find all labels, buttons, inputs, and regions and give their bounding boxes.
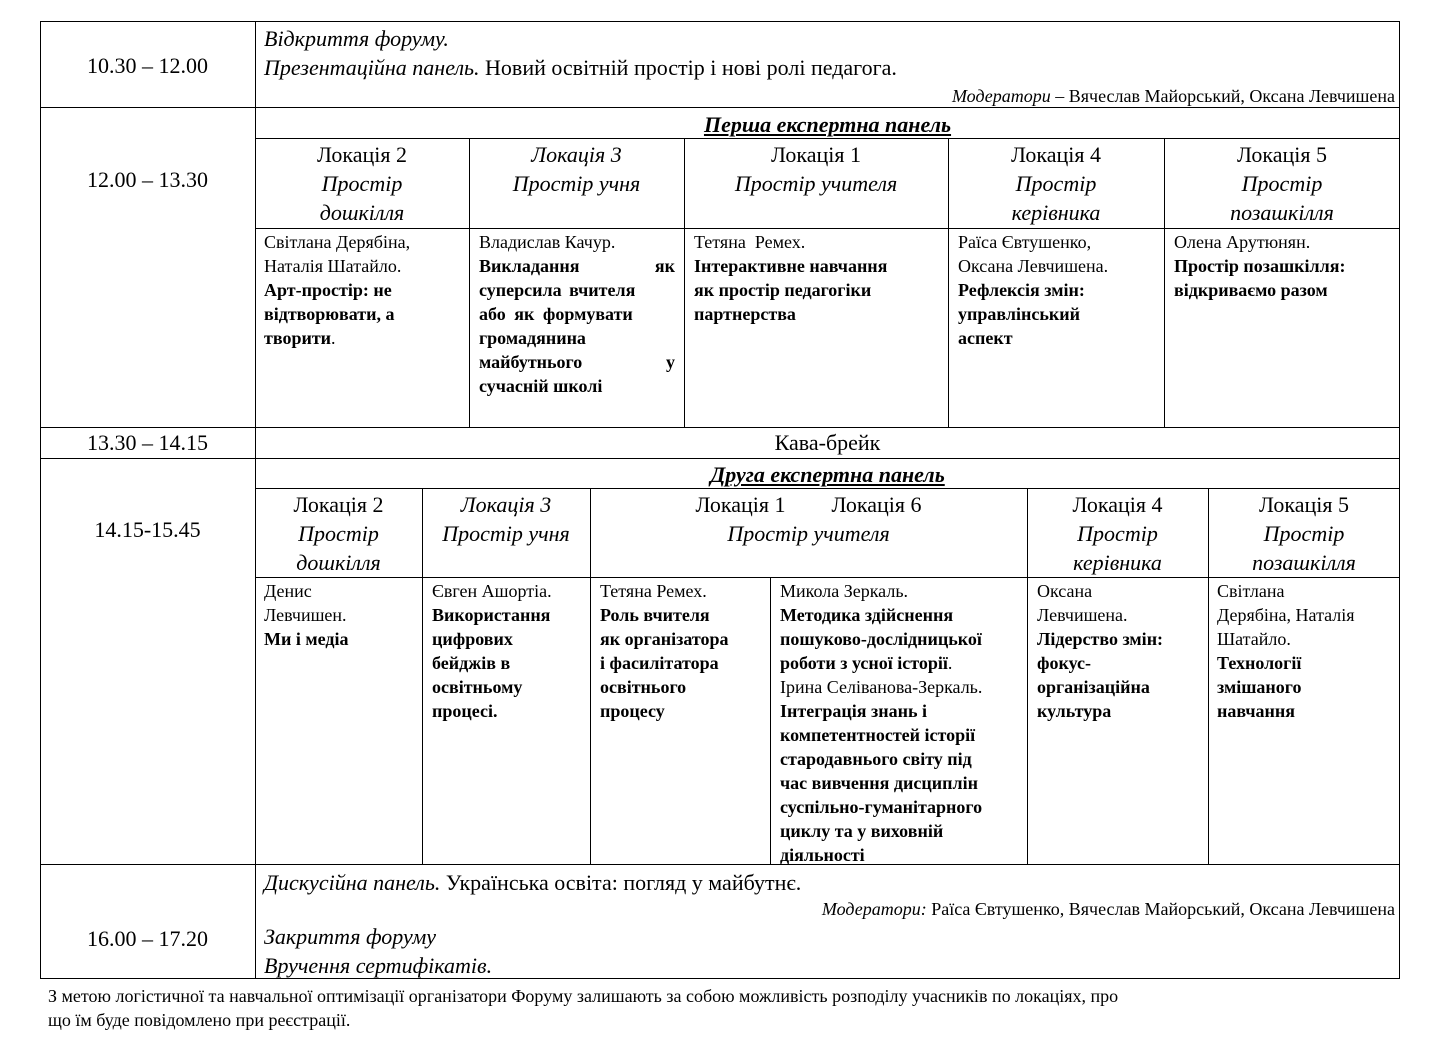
- speaker-name: Світлана: [1217, 581, 1285, 601]
- location-label: Локація 1: [695, 492, 786, 517]
- topic-line: змішаного: [1217, 677, 1302, 697]
- coffee-break: Кава-брейк: [774, 430, 881, 455]
- space-label: дошкілля: [296, 550, 381, 575]
- time-panel2: 14.15-15.45: [94, 517, 201, 542]
- p1-loc2-content: [264, 230, 464, 350]
- p2-loc5-header: [1208, 490, 1400, 577]
- topic-line: суспільно-гуманітарного: [780, 797, 983, 817]
- presentation-panel: [264, 53, 897, 82]
- speaker-name: Раїса Євтушенко,: [958, 232, 1092, 252]
- space-label: дошкілля: [319, 200, 405, 225]
- topic-line: час вивчення дисциплін: [780, 773, 978, 793]
- topic-line: пошуково-дослідницької: [780, 629, 982, 649]
- p1-loc3-content: [479, 230, 675, 398]
- p2-loc5-content: [1217, 579, 1397, 723]
- p2-loc1-content: [600, 579, 768, 723]
- speaker-name: Денис: [264, 581, 312, 601]
- topic-tail: .: [947, 653, 953, 673]
- topic-line: циклу та у виховній: [780, 821, 944, 841]
- discussion-panel-label: Дискусійна панель.: [264, 870, 441, 895]
- topic-line: громадянина: [479, 328, 586, 348]
- location-label: Локація 5: [1259, 492, 1349, 517]
- speaker-name: Левчишена.: [1037, 605, 1128, 625]
- space-label: керівника: [1073, 550, 1162, 575]
- topic-line: діяльності: [780, 845, 865, 865]
- space-label: Простір учня: [512, 171, 641, 196]
- panel2-title: Друга експертна панель: [710, 462, 945, 487]
- presentation-panel-label: Презентаційна панель.: [264, 55, 480, 80]
- topic-line: або як формувати: [479, 304, 633, 324]
- topic-line: Методика здійснення: [780, 605, 954, 625]
- p2-loc4-header: [1027, 490, 1208, 577]
- space-label: Простір учителя: [734, 171, 898, 196]
- moderators-text: – Вячеслав Майорський, Оксана Левчишена: [1050, 86, 1395, 106]
- topic-line: і фасилітатора: [600, 653, 719, 673]
- topic-line: бейджів в: [432, 653, 511, 673]
- topic-line: Лідерство змін:: [1037, 629, 1164, 649]
- space-label: позашкілля: [1230, 200, 1334, 225]
- speaker-name: Левчишен.: [264, 605, 347, 625]
- p2-loc6-content: [780, 579, 1026, 867]
- discussion-panel: [264, 868, 801, 897]
- topic-line: освітнього: [600, 677, 687, 697]
- topic-line: аспект: [958, 328, 1013, 348]
- p2-loc2-content: [264, 579, 420, 651]
- location-label: Локація 4: [1072, 492, 1163, 517]
- location-label: Локація 3: [460, 492, 552, 517]
- opening-moderators: [952, 84, 1395, 108]
- p1-loc4-content: [958, 230, 1158, 350]
- topic-word: майбутнього: [479, 352, 583, 372]
- topic-tail: .: [331, 328, 336, 348]
- panel1-title: Перша експертна панель: [703, 112, 952, 137]
- speaker-name: Світлана Дерябіна,: [264, 232, 411, 252]
- space-label: Простір учителя: [727, 521, 890, 546]
- topic-line: Використання: [432, 605, 551, 625]
- speaker-name: Дерябіна, Наталія: [1217, 605, 1355, 625]
- p1-loc5-header: [1164, 140, 1400, 227]
- location-label: Локація 4: [1011, 142, 1101, 167]
- location-label: Локація 3: [531, 142, 622, 167]
- topic-line: відтворювати, а: [264, 304, 395, 324]
- space-label: Простір: [1077, 521, 1158, 546]
- speaker-name: Владислав Качур.: [479, 232, 616, 252]
- location-label: Локація 2: [293, 492, 384, 517]
- space-label: Простір учня: [442, 521, 570, 546]
- time-panel1: 12.00 – 13.30: [87, 167, 208, 192]
- speaker-name: Оксана: [1037, 581, 1093, 601]
- space-label: Простір: [1241, 171, 1323, 196]
- space-label: Простір: [1015, 171, 1097, 196]
- topic-line: партнерства: [694, 304, 796, 324]
- topic-line: освітньому: [432, 677, 523, 697]
- space-label: Простір: [1263, 521, 1345, 546]
- opening-title: Відкриття форуму.: [264, 26, 449, 51]
- topic-word: Викладання: [479, 256, 580, 276]
- topic-line: суперсила вчителя: [479, 280, 636, 300]
- topic-line: Інтеграція знань і: [780, 701, 927, 721]
- topic-line: процесу: [600, 701, 665, 721]
- speaker-name: Тетяна Ремех.: [600, 581, 707, 601]
- topic-line: Простір позашкілля:: [1174, 256, 1346, 276]
- topic-line: цифрових: [432, 629, 513, 649]
- closing-moderators: [822, 897, 1395, 921]
- space-label: Простір: [321, 171, 403, 196]
- moderators-label: Модератори: [951, 86, 1051, 106]
- p2-loc3-content: [432, 579, 588, 723]
- p1-loc1-header: [684, 140, 948, 198]
- location-label: Локація 2: [317, 142, 407, 167]
- time-opening: 10.30 – 12.00: [87, 53, 208, 78]
- location-label: Локація 6: [831, 492, 922, 517]
- p2-loc2-header: [255, 490, 422, 577]
- topic-line: компетентностей історії: [780, 725, 976, 745]
- topic-line: організаційна: [1037, 677, 1150, 697]
- space-label: Простір: [298, 521, 379, 546]
- speaker-name: Ірина Селіванова-Зеркаль.: [780, 677, 983, 697]
- location-label: Локація 5: [1237, 142, 1327, 167]
- speaker-name: Оксана Левчишена.: [958, 256, 1109, 276]
- p2-loc3-header: [422, 490, 590, 548]
- topic-line: як організатора: [600, 629, 729, 649]
- topic-line: Ми і медіа: [264, 629, 349, 649]
- topic-line: фокус-: [1037, 653, 1091, 673]
- time-break: 13.30 – 14.15: [87, 430, 208, 455]
- topic-line: процесі.: [432, 701, 498, 721]
- closing-title: Закриття форуму: [264, 924, 437, 949]
- p2-loc16-header: [590, 490, 1027, 548]
- speaker-name: Шатайло.: [1217, 629, 1291, 649]
- topic-line: стародавнього світу під: [780, 749, 972, 769]
- footnote: [48, 984, 1400, 1032]
- space-label: позашкілля: [1252, 550, 1356, 575]
- location-label: Локація 1: [771, 142, 861, 167]
- speaker-name: Микола Зеркаль.: [780, 581, 909, 601]
- topic-line: Роль вчителя: [600, 605, 710, 625]
- topic-line: Інтерактивне навчання: [694, 256, 888, 276]
- topic-word: як: [654, 256, 675, 276]
- topic-word: у: [666, 352, 675, 372]
- topic-line: творити: [264, 328, 332, 348]
- topic-line: управлінський: [958, 304, 1080, 324]
- speaker-name: Наталія Шатайло.: [264, 256, 402, 276]
- p1-loc5-content: [1174, 230, 1396, 302]
- p1-loc1-content: [694, 230, 944, 326]
- footnote-line: що їм буде повідомлено при реєстрації.: [48, 1010, 351, 1030]
- space-label: керівника: [1011, 200, 1101, 225]
- p2-loc4-content: [1037, 579, 1207, 723]
- speaker-name: Олена Арутюнян.: [1174, 232, 1311, 252]
- topic-line: відкриваємо разом: [1174, 280, 1328, 300]
- speaker-name: Тетяна Ремех.: [694, 232, 806, 252]
- moderators-label: Модератори:: [821, 899, 927, 919]
- speaker-name: Євген Ашортіа.: [432, 581, 552, 601]
- p1-loc4-header: [948, 140, 1164, 227]
- moderators-text: Раїса Євтушенко, Вячеслав Майорський, Оксана Левчишена: [926, 899, 1395, 919]
- topic-line: Технології: [1217, 653, 1302, 673]
- presentation-panel-text: Новий освітній простір і нові ролі педагога.: [479, 55, 897, 80]
- topic-line: Рефлексія змін:: [958, 280, 1085, 300]
- topic-line: як простір педагогіки: [694, 280, 872, 300]
- certificates: Вручення сертифікатів.: [264, 953, 493, 978]
- topic-line: навчання: [1217, 701, 1296, 721]
- topic-line: Арт-простір: не: [264, 280, 392, 300]
- footnote-line: З метою логістичної та навчальної оптимізації організатори Форуму залишають за собою можливість розподілу учасників по локаціях, про: [48, 986, 1119, 1006]
- discussion-panel-text: Українська освіта: погляд у майбутнє.: [440, 870, 802, 895]
- topic-line: роботи з усної історії: [780, 653, 948, 673]
- time-closing: 16.00 – 17.20: [87, 926, 208, 951]
- p1-loc3-header: [469, 140, 684, 198]
- p1-loc2-header: [255, 140, 469, 227]
- topic-line: культура: [1037, 701, 1112, 721]
- topic-line: сучасній школі: [479, 376, 603, 396]
